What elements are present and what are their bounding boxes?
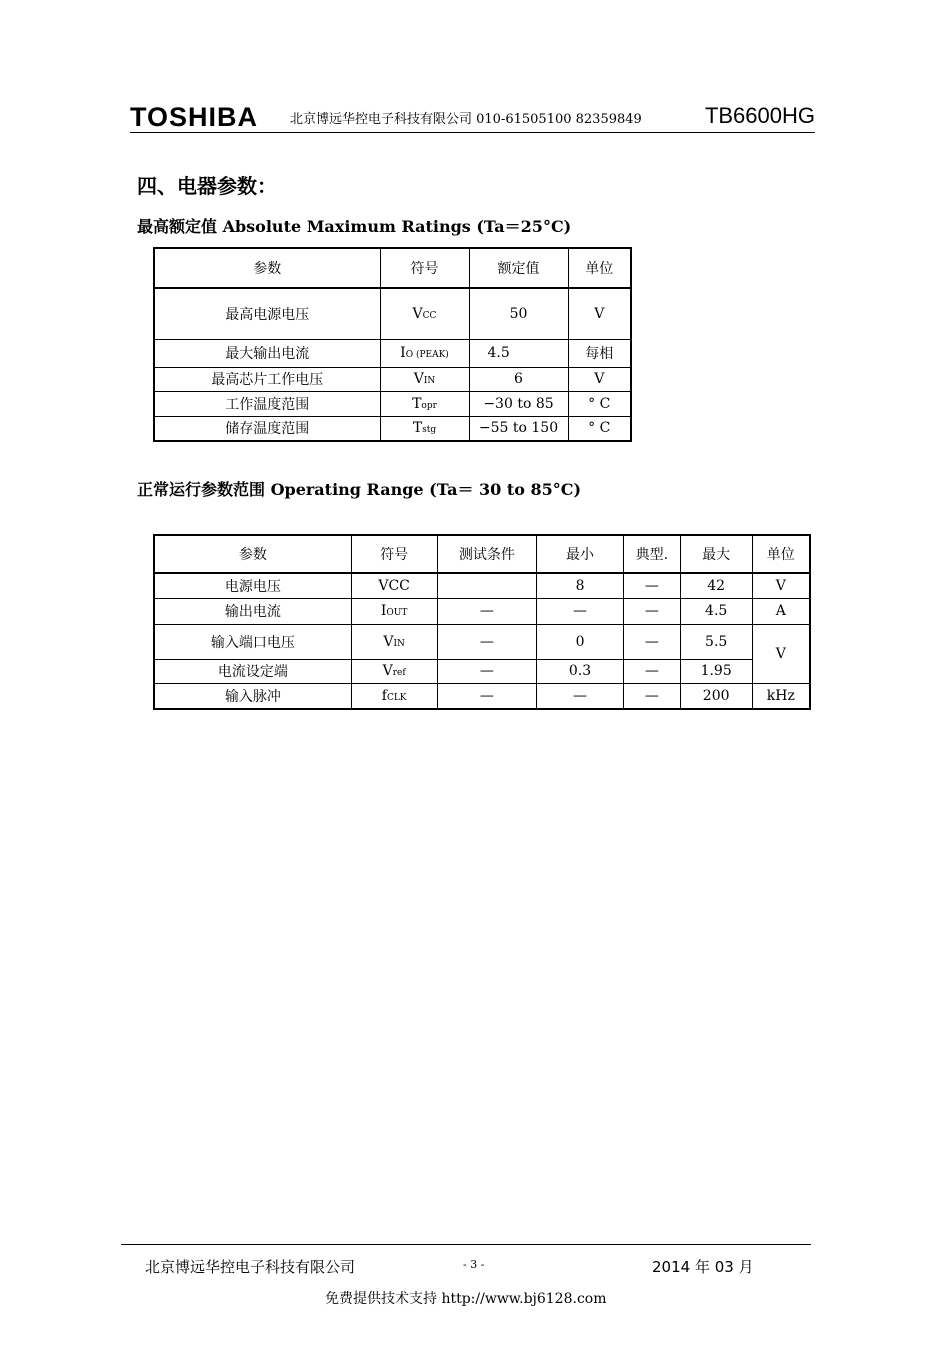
symbol-main: V xyxy=(382,663,393,679)
unit-cell: kHz xyxy=(752,683,810,709)
header-cell: 参数 xyxy=(154,535,351,573)
table-row xyxy=(154,573,810,598)
unit-cell: V xyxy=(568,367,631,391)
header-cell: 单位 xyxy=(568,248,631,288)
header-cell: 符号 xyxy=(380,248,469,288)
abs-max-table xyxy=(153,247,632,442)
min-cell: 0.3 xyxy=(537,659,624,683)
min-cell: 0 xyxy=(537,624,624,659)
table-row xyxy=(154,367,631,391)
unit-cell: A xyxy=(752,598,810,624)
table-header-row xyxy=(154,535,810,573)
toshiba-logo: TOSHIBA xyxy=(130,102,259,132)
value-cell: 6 xyxy=(469,367,568,391)
symbol-sub: IN xyxy=(393,638,405,649)
max-cell: 42 xyxy=(680,573,752,598)
table-row xyxy=(154,659,810,683)
symbol-cell xyxy=(380,339,469,367)
max-cell: 200 xyxy=(680,683,752,709)
param-cell: 电源电压 xyxy=(154,573,351,598)
min-cell: 8 xyxy=(537,573,624,598)
param-cell: 最大输出电流 xyxy=(154,339,380,367)
symbol-cell xyxy=(380,367,469,391)
typ-cell: — xyxy=(623,683,680,709)
max-cell: 4.5 xyxy=(680,598,752,624)
symbol-cell xyxy=(380,416,469,441)
table-row xyxy=(154,391,631,416)
op-range-table xyxy=(153,534,811,710)
symbol-sub: stg xyxy=(422,425,437,436)
table-row xyxy=(154,288,631,339)
param-cell: 最高电源电压 xyxy=(154,288,380,339)
symbol-cell xyxy=(351,598,437,624)
max-cell: 1.95 xyxy=(680,659,752,683)
header-cell: 单位 xyxy=(752,535,810,573)
value-cell: −30 to 85 xyxy=(469,391,568,416)
symbol-sub: CLK xyxy=(386,692,407,703)
param-cell: 最高芯片工作电压 xyxy=(154,367,380,391)
table-row xyxy=(154,624,810,659)
symbol-cell xyxy=(351,659,437,683)
op-range-title: 正常运行参数范围 Operating Range (Ta＝ 30 to 85°C) xyxy=(137,480,582,499)
cond-cell: — xyxy=(437,659,537,683)
param-cell: 输出电流 xyxy=(154,598,351,624)
symbol-main: T xyxy=(412,395,422,412)
support-link[interactable]: 免费提供技术支持 http://www.bj6128.com xyxy=(325,1291,607,1307)
min-cell: — xyxy=(537,598,624,624)
header-cell: 典型. xyxy=(623,535,680,573)
symbol-sub: CC xyxy=(422,310,437,321)
table-row xyxy=(154,416,631,441)
header-cell: 符号 xyxy=(351,535,437,573)
unit-cell: V xyxy=(752,624,810,683)
page-number: - 3 - xyxy=(463,1258,485,1271)
table-row xyxy=(154,598,810,624)
footer-company: 北京博远华控电子科技有限公司 xyxy=(145,1258,356,1276)
unit-cell: V xyxy=(752,573,810,598)
param-cell: 电流设定端 xyxy=(154,659,351,683)
unit-cell: ° C xyxy=(568,391,631,416)
symbol-sub: O (PEAK) xyxy=(405,350,449,360)
footer-divider xyxy=(121,1244,811,1245)
cond-cell: — xyxy=(437,598,537,624)
model-number: TB6600HG xyxy=(704,103,815,128)
unit-cell: ° C xyxy=(568,416,631,441)
page-header xyxy=(130,98,815,133)
cond-cell: — xyxy=(437,624,537,659)
param-cell: 输入脉冲 xyxy=(154,683,351,709)
typ-cell: — xyxy=(623,659,680,683)
value-cell: 50 xyxy=(469,288,568,339)
max-cell: 5.5 xyxy=(680,624,752,659)
symbol-main: V xyxy=(413,371,424,387)
cond-cell: — xyxy=(437,683,537,709)
symbol-main: I xyxy=(400,345,406,361)
unit-cell: V xyxy=(568,288,631,339)
min-cell: — xyxy=(537,683,624,709)
header-cell: 额定值 xyxy=(469,248,568,288)
symbol-main: T xyxy=(412,420,423,437)
symbol-main: V xyxy=(383,633,394,650)
company-contact: 北京博远华控电子科技有限公司 010-61505100 82359849 xyxy=(290,112,642,127)
header-cell: 最小 xyxy=(537,535,624,573)
typ-cell: — xyxy=(623,573,680,598)
symbol-sub: OUT xyxy=(386,608,408,618)
unit-cell: 每相 xyxy=(568,339,631,367)
symbol-main: f xyxy=(381,687,387,704)
table-header-row xyxy=(154,248,631,288)
symbol-main: I xyxy=(380,603,387,619)
abs-max-title: 最高额定值 Absolute Maximum Ratings (Ta＝25°C) xyxy=(137,217,572,236)
cond-cell xyxy=(437,573,537,598)
symbol-main: VCC xyxy=(378,577,410,594)
table-row xyxy=(154,683,810,709)
table-row xyxy=(154,339,631,367)
symbol-sub: IN xyxy=(423,376,436,386)
symbol-cell xyxy=(351,624,437,659)
symbol-cell xyxy=(351,573,437,598)
param-cell: 储存温度范围 xyxy=(154,416,380,441)
header-cell: 测试条件 xyxy=(437,535,537,573)
value-cell: −55 to 150 xyxy=(469,416,568,441)
typ-cell: — xyxy=(623,598,680,624)
value-cell: 4.5 xyxy=(469,339,568,367)
symbol-sub: opr xyxy=(421,400,437,411)
symbol-cell xyxy=(380,391,469,416)
typ-cell: — xyxy=(623,624,680,659)
section-title: 四、电器参数： xyxy=(137,174,277,198)
symbol-cell xyxy=(351,683,437,709)
header-cell: 最大 xyxy=(680,535,752,573)
footer-date: 2014 年 03 月 xyxy=(652,1258,754,1276)
symbol-main: V xyxy=(412,305,423,322)
param-cell: 输入端口电压 xyxy=(154,624,351,659)
param-cell: 工作温度范围 xyxy=(154,391,380,416)
symbol-cell xyxy=(380,288,469,339)
symbol-sub: ref xyxy=(392,668,406,678)
header-cell: 参数 xyxy=(154,248,380,288)
